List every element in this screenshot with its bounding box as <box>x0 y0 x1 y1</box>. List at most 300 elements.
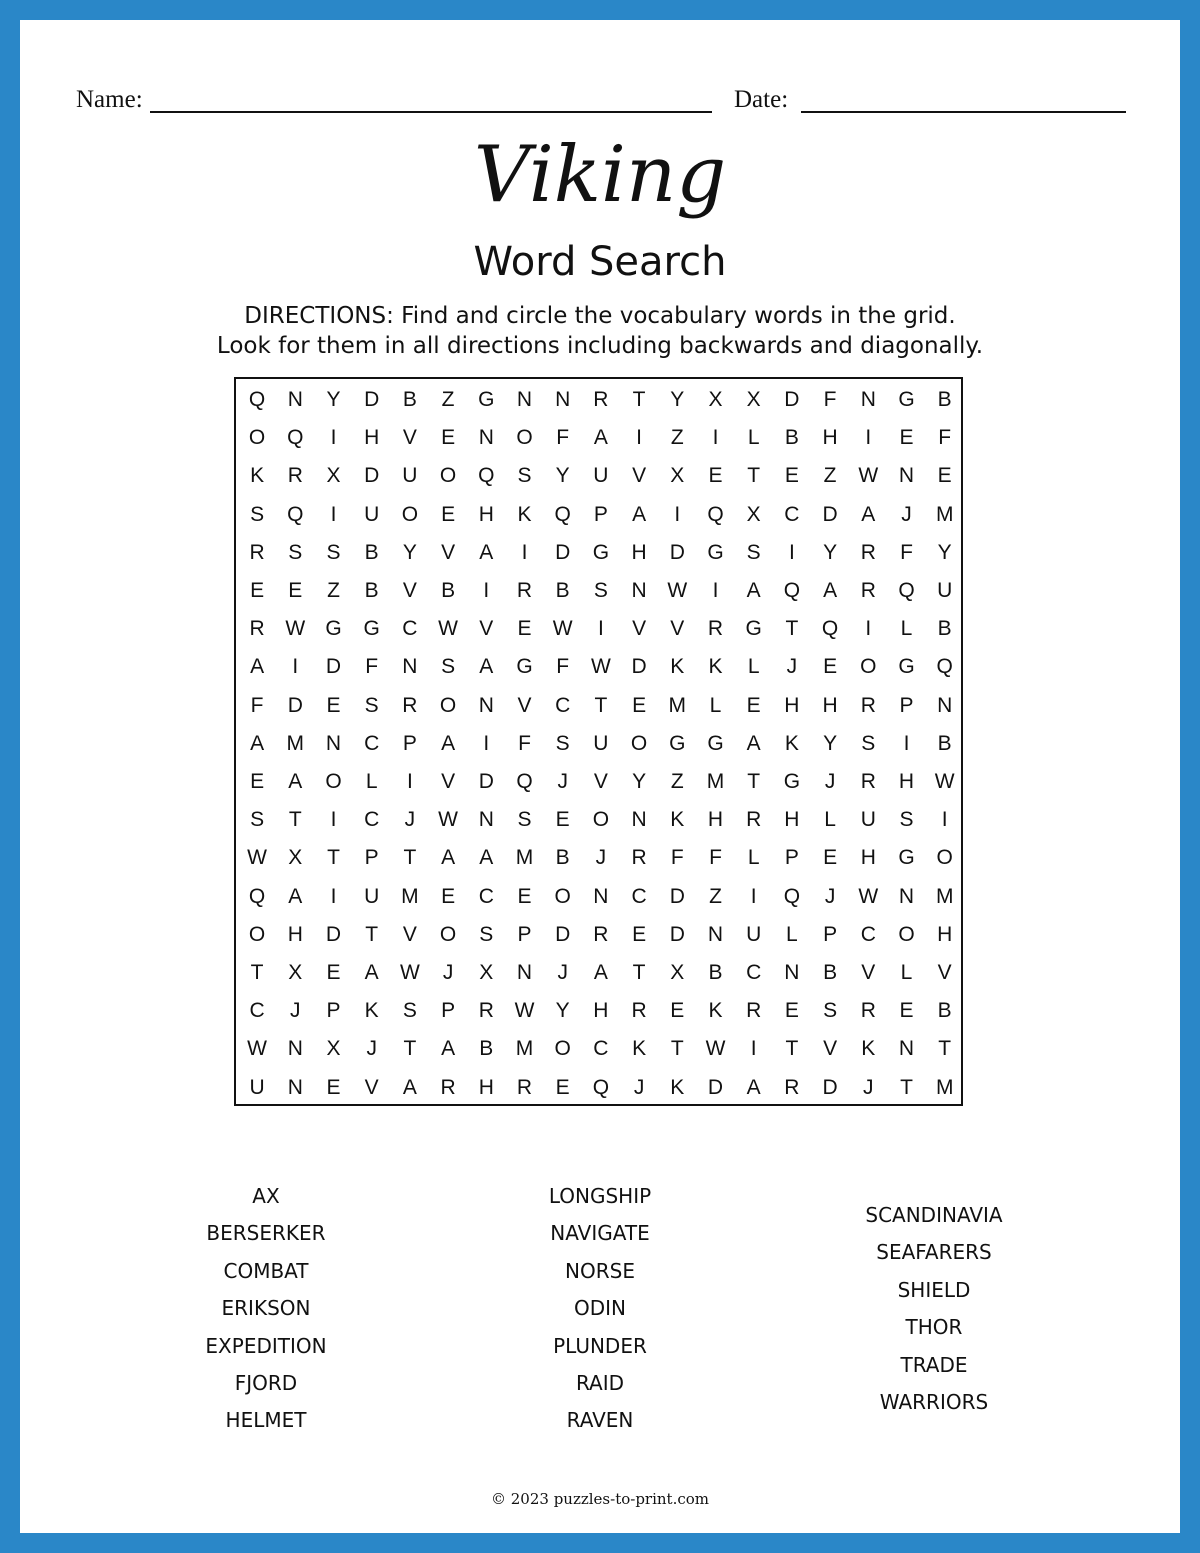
grid-letter[interactable]: I <box>865 617 872 641</box>
grid-letter[interactable]: H <box>364 426 380 450</box>
grid-letter[interactable]: H <box>478 502 494 526</box>
grid-letter[interactable]: A <box>250 731 265 755</box>
grid-letter[interactable]: W <box>514 999 535 1023</box>
grid-letter[interactable]: E <box>326 693 341 717</box>
grid-letter[interactable]: K <box>670 655 685 679</box>
grid-letter[interactable]: Y <box>823 540 838 564</box>
grid-letter[interactable]: I <box>330 502 337 526</box>
grid-letter[interactable]: M <box>515 1037 534 1061</box>
grid-letter[interactable]: L <box>709 693 722 717</box>
grid-letter[interactable]: H <box>478 1075 494 1099</box>
grid-letter[interactable]: D <box>784 388 800 411</box>
grid-letter[interactable]: D <box>669 540 685 564</box>
grid-letter[interactable]: G <box>516 655 533 679</box>
grid-letter[interactable]: J <box>557 770 568 793</box>
grid-letter[interactable]: T <box>785 617 799 641</box>
grid-letter[interactable]: Q <box>783 884 801 908</box>
grid-letter[interactable]: R <box>860 540 876 564</box>
grid-letter[interactable]: Q <box>592 1075 610 1099</box>
grid-letter[interactable]: Q <box>287 426 304 450</box>
grid-letter[interactable]: Z <box>670 426 684 450</box>
grid-letter[interactable]: R <box>746 999 762 1023</box>
grid-letter[interactable]: T <box>670 1037 684 1061</box>
grid-letter[interactable]: C <box>784 502 800 526</box>
grid-letter[interactable]: X <box>288 961 303 984</box>
grid-letter[interactable]: I <box>330 426 337 450</box>
grid-letter[interactable]: Y <box>402 540 417 564</box>
grid-letter[interactable]: S <box>593 579 608 602</box>
grid-letter[interactable]: I <box>903 731 910 755</box>
grid-letter[interactable]: B <box>823 961 838 984</box>
grid-letter[interactable]: S <box>479 922 494 946</box>
grid-letter[interactable]: O <box>248 922 266 946</box>
grid-letter[interactable]: H <box>822 693 838 717</box>
grid-letter[interactable]: I <box>483 731 490 755</box>
grid-letter[interactable]: H <box>287 922 303 946</box>
grid-letter[interactable]: X <box>746 388 761 411</box>
grid-letter[interactable]: H <box>898 770 915 793</box>
grid-letter[interactable]: X <box>670 961 685 984</box>
grid-letter[interactable]: J <box>863 1075 874 1099</box>
grid-letter[interactable]: L <box>900 961 913 984</box>
grid-letter[interactable]: B <box>479 1037 494 1061</box>
grid-letter[interactable]: S <box>250 502 265 526</box>
grid-letter[interactable]: P <box>326 999 341 1023</box>
grid-letter[interactable]: D <box>364 388 380 411</box>
grid-letter[interactable]: S <box>364 693 379 717</box>
grid-letter[interactable]: P <box>402 731 417 755</box>
grid-letter[interactable]: O <box>325 770 342 793</box>
grid-letter[interactable]: O <box>936 846 953 870</box>
grid-letter[interactable]: S <box>326 540 341 564</box>
grid-letter[interactable]: O <box>516 426 533 450</box>
grid-letter[interactable]: N <box>631 579 647 602</box>
grid-letter[interactable]: P <box>364 846 379 870</box>
grid-letter[interactable]: Y <box>326 388 341 411</box>
grid-letter[interactable]: J <box>901 502 912 526</box>
grid-letter[interactable]: U <box>249 1075 265 1099</box>
grid-letter[interactable]: S <box>517 808 532 832</box>
grid-letter[interactable]: C <box>249 999 265 1023</box>
grid-letter[interactable]: R <box>478 999 494 1023</box>
grid-letter[interactable]: M <box>515 846 534 870</box>
grid-letter[interactable]: L <box>786 922 798 946</box>
grid-letter[interactable]: R <box>631 999 647 1023</box>
grid-letter[interactable]: D <box>669 884 685 908</box>
grid-letter[interactable]: K <box>250 464 265 488</box>
grid-letter[interactable]: R <box>860 770 876 793</box>
grid-letter[interactable]: E <box>441 502 456 526</box>
grid-letter[interactable]: N <box>478 808 494 832</box>
grid-letter[interactable]: W <box>285 617 306 641</box>
grid-letter[interactable]: K <box>784 731 799 755</box>
grid-letter[interactable]: W <box>705 1037 726 1061</box>
grid-letter[interactable]: E <box>517 617 532 641</box>
grid-letter[interactable]: N <box>478 426 494 450</box>
grid-letter[interactable]: C <box>364 731 380 755</box>
name-line[interactable] <box>150 111 712 113</box>
grid-letter[interactable]: X <box>326 464 341 488</box>
grid-letter[interactable]: T <box>938 1037 952 1061</box>
grid-letter[interactable]: J <box>557 961 568 984</box>
grid-letter[interactable]: Q <box>898 579 915 602</box>
grid-letter[interactable]: Q <box>478 464 495 488</box>
grid-letter[interactable]: U <box>364 502 380 526</box>
grid-letter[interactable]: T <box>632 388 646 411</box>
grid-letter[interactable]: N <box>478 693 494 717</box>
grid-letter[interactable]: R <box>249 540 265 564</box>
grid-letter[interactable]: A <box>441 1037 456 1061</box>
grid-letter[interactable]: R <box>860 693 876 717</box>
grid-letter[interactable]: E <box>708 464 723 488</box>
grid-letter[interactable]: E <box>326 1075 341 1099</box>
grid-letter[interactable]: A <box>288 770 303 793</box>
grid-letter[interactable]: D <box>822 1075 838 1099</box>
grid-letter[interactable]: C <box>593 1037 609 1061</box>
grid-letter[interactable]: I <box>406 770 413 793</box>
grid-letter[interactable]: T <box>594 693 608 717</box>
grid-letter[interactable]: X <box>708 388 723 411</box>
grid-letter[interactable]: F <box>556 655 570 679</box>
grid-letter[interactable]: O <box>898 922 915 946</box>
grid-letter[interactable]: G <box>707 540 724 564</box>
grid-letter[interactable]: G <box>783 770 801 793</box>
grid-letter[interactable]: N <box>707 922 724 946</box>
grid-letter[interactable]: X <box>670 464 685 488</box>
grid-letter[interactable]: I <box>712 579 719 602</box>
grid-letter[interactable]: W <box>438 617 458 641</box>
grid-letter[interactable]: E <box>632 693 647 717</box>
grid-letter[interactable]: K <box>517 502 532 526</box>
grid-letter[interactable]: K <box>632 1037 647 1061</box>
grid-letter[interactable]: I <box>330 884 337 908</box>
grid-letter[interactable]: S <box>746 540 761 564</box>
grid-letter[interactable]: J <box>633 1075 645 1099</box>
grid-letter[interactable]: E <box>517 884 532 908</box>
grid-letter[interactable]: L <box>900 617 913 641</box>
grid-letter[interactable]: E <box>899 999 914 1023</box>
grid-letter[interactable]: T <box>747 770 761 793</box>
grid-letter[interactable]: F <box>365 655 379 679</box>
grid-letter[interactable]: I <box>674 502 681 526</box>
grid-letter[interactable]: G <box>325 617 342 641</box>
grid-letter[interactable]: B <box>784 426 799 450</box>
grid-letter[interactable]: H <box>784 808 800 832</box>
grid-letter[interactable]: N <box>325 731 342 755</box>
grid-letter[interactable]: A <box>746 731 761 755</box>
grid-letter[interactable]: X <box>479 961 494 984</box>
grid-letter[interactable]: B <box>364 540 379 564</box>
grid-letter[interactable]: N <box>937 693 953 717</box>
grid-letter[interactable]: H <box>784 693 800 717</box>
grid-letter[interactable]: E <box>250 579 265 602</box>
grid-letter[interactable]: Y <box>555 999 570 1023</box>
grid-letter[interactable]: Y <box>823 731 838 755</box>
grid-letter[interactable]: T <box>900 1075 913 1099</box>
grid-letter[interactable]: N <box>860 388 876 411</box>
grid-letter[interactable]: F <box>900 540 913 564</box>
grid-letter[interactable]: U <box>937 579 953 602</box>
grid-letter[interactable]: F <box>556 426 570 450</box>
grid-letter[interactable]: N <box>287 1037 303 1061</box>
grid-letter[interactable]: C <box>860 922 876 946</box>
grid-letter[interactable]: W <box>399 961 420 984</box>
grid-letter[interactable]: I <box>750 884 757 908</box>
grid-letter[interactable]: S <box>250 808 265 832</box>
grid-letter[interactable]: Q <box>287 502 304 526</box>
grid-letter[interactable]: B <box>555 579 570 602</box>
grid-letter[interactable]: B <box>708 961 723 984</box>
grid-letter[interactable]: G <box>898 846 915 870</box>
grid-letter[interactable]: Z <box>823 464 837 488</box>
grid-letter[interactable]: S <box>441 655 456 679</box>
grid-letter[interactable]: E <box>441 426 456 450</box>
grid-letter[interactable]: I <box>330 808 337 832</box>
grid-letter[interactable]: W <box>667 579 688 602</box>
grid-letter[interactable]: G <box>745 617 762 641</box>
grid-letter[interactable]: L <box>824 808 836 832</box>
grid-letter[interactable]: T <box>365 922 379 946</box>
grid-letter[interactable]: S <box>823 999 838 1023</box>
grid-letter[interactable]: M <box>706 770 725 793</box>
grid-letter[interactable]: B <box>441 579 456 602</box>
grid-letter[interactable]: T <box>403 846 417 870</box>
grid-letter[interactable]: W <box>552 617 573 641</box>
grid-letter[interactable]: E <box>250 770 265 793</box>
grid-letter[interactable]: W <box>858 884 879 908</box>
grid-letter[interactable]: R <box>249 617 265 641</box>
grid-letter[interactable]: K <box>861 1037 876 1061</box>
grid-letter[interactable]: N <box>898 884 915 908</box>
grid-letter[interactable]: J <box>786 655 798 679</box>
grid-letter[interactable]: T <box>327 846 340 870</box>
grid-letter[interactable]: I <box>521 540 528 564</box>
grid-letter[interactable]: A <box>441 846 456 870</box>
grid-letter[interactable]: B <box>937 388 952 411</box>
grid-letter[interactable]: V <box>632 617 647 641</box>
grid-letter[interactable]: R <box>440 1075 456 1099</box>
grid-letter[interactable]: D <box>364 464 380 488</box>
grid-letter[interactable]: H <box>631 540 647 564</box>
grid-letter[interactable]: C <box>402 617 418 641</box>
grid-letter[interactable]: U <box>402 464 418 488</box>
grid-letter[interactable]: A <box>746 1075 761 1099</box>
grid-letter[interactable]: P <box>899 693 914 717</box>
grid-letter[interactable]: M <box>935 502 954 526</box>
grid-letter[interactable]: N <box>555 388 571 411</box>
grid-letter[interactable]: V <box>402 426 417 450</box>
grid-letter[interactable]: B <box>937 999 952 1023</box>
grid-letter[interactable]: E <box>326 961 341 984</box>
grid-letter[interactable]: Z <box>670 770 684 793</box>
grid-letter[interactable]: T <box>403 1037 417 1061</box>
grid-letter[interactable]: Z <box>327 579 340 602</box>
grid-letter[interactable]: O <box>439 693 457 717</box>
grid-letter[interactable]: A <box>479 846 494 870</box>
grid-letter[interactable]: S <box>402 999 417 1023</box>
grid-letter[interactable]: D <box>707 1075 724 1099</box>
grid-letter[interactable]: O <box>860 655 877 679</box>
grid-letter[interactable]: N <box>593 884 609 908</box>
grid-letter[interactable]: O <box>439 922 457 946</box>
grid-letter[interactable]: K <box>708 655 723 679</box>
grid-letter[interactable]: G <box>898 655 915 679</box>
grid-letter[interactable]: R <box>402 693 418 717</box>
grid-letter[interactable]: P <box>784 846 799 870</box>
grid-letter[interactable]: W <box>934 770 955 793</box>
grid-letter[interactable]: B <box>937 731 952 755</box>
grid-letter[interactable]: D <box>287 693 303 717</box>
grid-letter[interactable]: W <box>858 464 879 488</box>
grid-letter[interactable]: N <box>402 655 418 679</box>
grid-letter[interactable]: V <box>441 540 456 564</box>
grid-letter[interactable]: T <box>250 961 264 984</box>
grid-letter[interactable]: H <box>593 999 609 1023</box>
grid-letter[interactable]: B <box>364 579 379 602</box>
grid-letter[interactable]: P <box>517 922 532 946</box>
grid-letter[interactable]: D <box>555 540 571 564</box>
grid-letter[interactable]: V <box>593 770 608 793</box>
grid-letter[interactable]: O <box>554 884 571 908</box>
grid-letter[interactable]: O <box>630 731 648 755</box>
grid-letter[interactable]: R <box>593 922 609 946</box>
grid-letter[interactable]: E <box>555 1075 570 1099</box>
grid-letter[interactable]: M <box>935 1075 954 1099</box>
grid-letter[interactable]: C <box>631 884 647 908</box>
grid-letter[interactable]: A <box>593 961 608 984</box>
grid-letter[interactable]: D <box>669 922 685 946</box>
grid-letter[interactable]: U <box>364 884 380 908</box>
grid-letter[interactable]: I <box>636 426 643 450</box>
grid-letter[interactable]: R <box>593 388 609 411</box>
grid-letter[interactable]: N <box>287 1075 303 1099</box>
grid-letter[interactable]: A <box>823 579 838 602</box>
grid-letter[interactable]: Y <box>670 388 685 411</box>
grid-letter[interactable]: A <box>250 655 265 679</box>
grid-letter[interactable]: O <box>554 1037 571 1061</box>
grid-letter[interactable]: Q <box>554 502 571 526</box>
grid-letter[interactable]: U <box>746 922 762 946</box>
grid-letter[interactable]: T <box>785 1037 799 1061</box>
grid-letter[interactable]: R <box>631 846 647 870</box>
grid-letter[interactable]: W <box>247 1037 267 1061</box>
grid-letter[interactable]: I <box>597 617 604 641</box>
grid-letter[interactable]: E <box>823 655 838 679</box>
grid-letter[interactable]: A <box>288 884 303 908</box>
grid-letter[interactable]: V <box>479 617 494 641</box>
grid-letter[interactable]: V <box>670 617 685 641</box>
grid-letter[interactable]: N <box>631 808 647 832</box>
grid-letter[interactable]: Y <box>937 540 952 564</box>
grid-letter[interactable]: A <box>479 540 494 564</box>
grid-letter[interactable]: L <box>747 426 760 450</box>
grid-letter[interactable]: F <box>938 426 952 450</box>
grid-letter[interactable]: S <box>861 731 876 755</box>
grid-letter[interactable]: S <box>517 464 532 488</box>
grid-letter[interactable]: F <box>250 693 264 717</box>
grid-letter[interactable]: N <box>898 464 915 488</box>
grid-letter[interactable]: V <box>861 961 876 984</box>
grid-letter[interactable]: K <box>708 999 723 1023</box>
grid-letter[interactable]: G <box>478 388 495 411</box>
grid-letter[interactable]: U <box>593 464 609 488</box>
grid-letter[interactable]: E <box>784 464 799 488</box>
grid-letter[interactable]: O <box>592 808 610 832</box>
grid-letter[interactable]: V <box>402 579 417 602</box>
grid-letter[interactable]: R <box>707 617 724 641</box>
grid-letter[interactable]: J <box>290 999 301 1023</box>
grid-letter[interactable]: B <box>402 388 417 411</box>
grid-letter[interactable]: J <box>595 846 607 870</box>
grid-letter[interactable]: S <box>288 540 303 564</box>
grid-letter[interactable]: J <box>824 770 836 793</box>
grid-letter[interactable]: R <box>860 999 876 1023</box>
grid-letter[interactable]: A <box>402 1075 417 1099</box>
grid-letter[interactable]: V <box>517 693 532 717</box>
grid-letter[interactable]: W <box>438 808 458 832</box>
grid-letter[interactable]: Q <box>936 655 953 679</box>
grid-letter[interactable]: N <box>287 388 303 411</box>
grid-letter[interactable]: X <box>326 1037 341 1061</box>
grid-letter[interactable]: C <box>746 961 762 984</box>
grid-letter[interactable]: B <box>937 617 952 641</box>
grid-letter[interactable]: C <box>478 884 494 908</box>
grid-letter[interactable]: Y <box>555 464 570 488</box>
grid-letter[interactable]: J <box>404 808 416 832</box>
grid-letter[interactable]: X <box>746 502 761 526</box>
grid-letter[interactable]: R <box>516 579 533 602</box>
grid-letter[interactable]: Q <box>707 502 724 526</box>
grid-letter[interactable]: H <box>707 808 724 832</box>
grid-letter[interactable]: R <box>287 464 303 488</box>
grid-letter[interactable]: F <box>670 846 684 870</box>
grid-letter[interactable]: A <box>632 502 647 526</box>
grid-letter[interactable]: J <box>442 961 454 984</box>
grid-letter[interactable]: M <box>286 731 305 755</box>
grid-letter[interactable]: G <box>669 731 686 755</box>
grid-letter[interactable]: E <box>746 693 761 717</box>
grid-letter[interactable]: I <box>292 655 299 679</box>
grid-letter[interactable]: L <box>747 655 760 679</box>
grid-letter[interactable]: H <box>822 426 838 450</box>
grid-letter[interactable]: N <box>898 1037 915 1061</box>
grid-letter[interactable]: E <box>899 426 914 450</box>
grid-letter[interactable]: A <box>479 655 494 679</box>
grid-letter[interactable]: S <box>555 731 570 755</box>
grid-letter[interactable]: J <box>366 1037 377 1061</box>
grid-letter[interactable]: D <box>555 922 571 946</box>
grid-letter[interactable]: E <box>670 999 685 1023</box>
grid-letter[interactable]: T <box>632 961 646 984</box>
grid-letter[interactable]: O <box>248 426 266 450</box>
grid-letter[interactable]: V <box>632 464 647 488</box>
grid-letter[interactable]: E <box>441 884 456 908</box>
date-line[interactable] <box>801 111 1126 113</box>
grid-letter[interactable]: G <box>898 388 915 411</box>
grid-letter[interactable]: M <box>668 693 687 717</box>
grid-letter[interactable]: D <box>325 922 342 946</box>
grid-letter[interactable]: Y <box>632 770 647 793</box>
grid-letter[interactable]: Q <box>248 884 266 908</box>
grid-letter[interactable]: A <box>364 961 379 984</box>
grid-letter[interactable]: N <box>784 961 800 984</box>
grid-letter[interactable]: H <box>937 922 953 946</box>
grid-letter[interactable]: I <box>788 540 795 564</box>
grid-letter[interactable]: T <box>288 808 302 832</box>
grid-letter[interactable]: S <box>899 808 914 832</box>
grid-letter[interactable]: T <box>747 464 761 488</box>
grid-letter[interactable]: C <box>364 808 380 832</box>
